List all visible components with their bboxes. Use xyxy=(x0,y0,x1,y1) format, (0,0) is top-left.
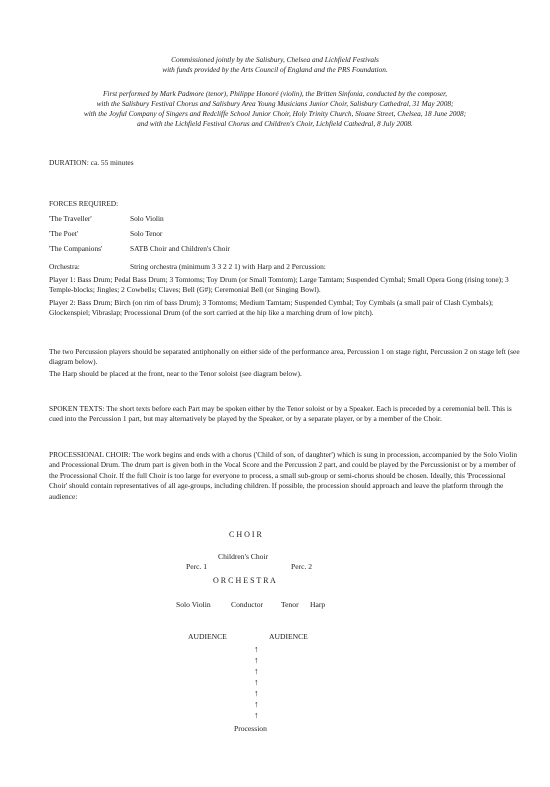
diagram-childrens-choir: Children's Choir xyxy=(218,552,269,561)
arrow-up-icon: ↑ xyxy=(254,699,259,709)
arrow-up-icon: ↑ xyxy=(254,710,259,720)
arrow-up-icon: ↑ xyxy=(254,688,259,698)
forces-label: 'The Traveller' xyxy=(49,214,92,223)
arrow-up-icon: ↑ xyxy=(254,655,259,665)
forces-value: Solo Tenor xyxy=(130,229,163,238)
forces-value: String orchestra (minimum 3 3 2 2 1) with Harp and 2 Percussion: xyxy=(130,262,326,271)
performance-line-1: First performed by Mark Padmore (tenor), Philippe Honoré (violin), the Britten Sinfonia, conducted by the composer, xyxy=(102,89,448,98)
performance-line-4: and with the Lichfield Festival Chorus and Children's Choir, Lichfield Cathedral, 8 July 2008. xyxy=(137,119,413,128)
diagram-orchestra-label: O R C H E S T R A xyxy=(213,576,276,585)
forces-heading: FORCES REQUIRED: xyxy=(49,199,119,208)
diagram-choir-label: C H O I R xyxy=(229,530,262,539)
player-1-instruments: Player 1: Bass Drum; Pedal Bass Drum; 3 Tomtoms; Toy Drum (or Small Tomtom); Large Tamtam; Suspended Cymbal; Small Opera Gong (rising tone); 3 Temple-blocks; Jingles; 2 Cowbells; Claves; Bell (G#); Ceremonial Bell (or Singing Bowl). xyxy=(49,275,509,295)
diagram-audience-right: AUDIENCE xyxy=(269,632,308,641)
diagram-perc-1: Perc. 1 xyxy=(186,562,208,571)
diagram-audience-left: AUDIENCE xyxy=(188,632,227,641)
arrow-up-icon: ↑ xyxy=(254,666,259,676)
arrow-up-icon: ↑ xyxy=(254,644,259,654)
commission-line-2: with funds provided by the Arts Council of England and the PRS Foundation. xyxy=(162,65,388,74)
diagram-procession: Procession xyxy=(234,724,267,733)
diagram-harp: Harp xyxy=(310,600,326,609)
performance-line-2: with the Salisbury Festival Chorus and Salisbury Area Young Musicians Junior Choir, Salisbury Cathedral, 31 May 2008; xyxy=(96,99,454,108)
forces-value: Solo Violin xyxy=(130,214,164,223)
forces-label: 'The Companions' xyxy=(49,244,103,253)
spoken-texts-paragraph: SPOKEN TEXTS: The short texts before each Part may be spoken either by the Tenor soloist or by a Speaker. Each is preceded by a ceremonial bell. This is cued into the Percussion 1 part, but may alternatively be played by the Speaker, or by a separate player, or by a member of the Choir. xyxy=(49,404,512,424)
forces-value: SATB Choir and Children's Choir xyxy=(130,244,230,253)
processional-choir-paragraph: PROCESSIONAL CHOIR: The work begins and ends with a chorus ('Child of son, of daughter') which is sung in procession, accompanied by the Solo Violin and Processional Drum. The drum part is given both in the Vocal Score and the Percussion 2 part, and could be played by the Percussionist or by a member of the Processional Choir. If the full Choir is too large for everyone to process, a small sub-group or semi-chorus should be chosen. Ideally, this 'Processional Choir' should contain representatives of all age-groups, including children. If possible, the procession should approach and leave the platform through the audience: xyxy=(49,450,518,501)
arrow-up-icon: ↑ xyxy=(254,677,259,687)
diagram-conductor: Conductor xyxy=(231,600,264,609)
diagram-solo-violin: Solo Violin xyxy=(176,600,211,609)
percussion-note: The two Percussion players should be separated antiphonally on either side of the performance area, Percussion 1 on stage right, Percussion 2 on stage left (see diagram below). xyxy=(49,347,520,367)
forces-label: Orchestra: xyxy=(49,262,80,271)
diagram-tenor: Tenor xyxy=(281,600,299,609)
forces-label: 'The Poet' xyxy=(49,229,79,238)
duration: DURATION: ca. 55 minutes xyxy=(49,158,134,167)
harp-note: The Harp should be placed at the front, near to the Tenor soloist (see diagram below). xyxy=(49,369,302,378)
player-2-instruments: Player 2: Bass Drum; Birch (on rim of bass Drum); 3 Tomtoms; Medium Tamtam; Suspended Cymbal; Toy Cymbals (a small pair of Clash Cymbals); Glockenspiel; Vibraslap; Processional Drum (of the sort carried at the hip like a marching drum of low pitch). xyxy=(49,298,494,318)
performance-line-3: with the Joyful Company of Singers and Redcliffe School Junior Choir, Holy Trinity Church, Sloane Street, Chelsea, 18 June 2008; xyxy=(83,109,467,118)
commission-line-1: Commissioned jointly by the Salisbury, Chelsea and Lichfield Festivals xyxy=(171,55,379,64)
diagram-perc-2: Perc. 2 xyxy=(291,562,313,571)
